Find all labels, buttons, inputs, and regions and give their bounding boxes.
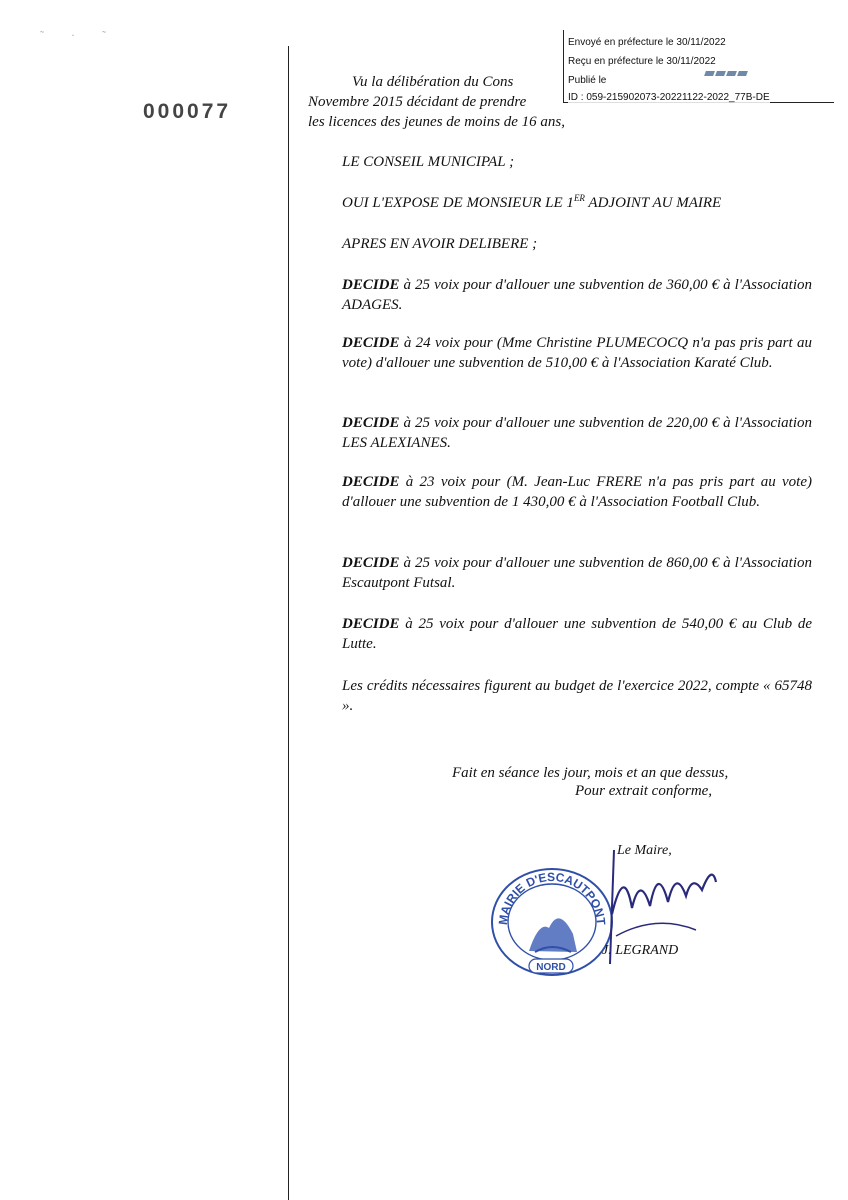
decision-text: à 25 voix pour d'allouer une subvention de 220,00 € à l'Association LES ALEXIANES. xyxy=(342,415,812,451)
preamble-line-2: Novembre 2015 décidant de prendre xyxy=(308,94,527,110)
oui-prefix: OUI L'EXPOSE DE MONSIEUR LE 1 xyxy=(342,195,574,211)
stamp-published: Publié le xyxy=(568,75,607,86)
signature-title: Le Maire, xyxy=(617,843,672,858)
decision-2 xyxy=(342,333,812,373)
preamble-line-3: les licences des jeunes de moins de 16 ans, xyxy=(308,114,566,130)
seal-top-path: MAIRIE D'ESCAUTPONT xyxy=(495,869,609,926)
decision-text: à 25 voix pour d'allouer une subvention de 360,00 € à l'Association ADAGES. xyxy=(342,277,812,313)
preamble-line-1: Vu la délibération du Cons xyxy=(352,74,514,90)
decision-keyword: DECIDE xyxy=(342,277,400,293)
oui-line xyxy=(342,193,812,213)
stamp-id: ID : 059-215902073-20221122-2022_77B-DE xyxy=(568,92,770,103)
margin-rule xyxy=(288,46,289,1200)
decision-3 xyxy=(342,413,812,453)
decision-keyword: DECIDE xyxy=(342,474,400,490)
decision-text: à 25 voix pour d'allouer une subvention de 860,00 € à l'Association Escautpont Futsal. xyxy=(342,555,812,591)
closing-line-2: Pour extrait conforme, xyxy=(575,783,713,799)
oui-suffix: ADJOINT AU MAIRE xyxy=(584,195,722,211)
decision-keyword: DECIDE xyxy=(342,415,400,431)
stamp-received: Reçu en préfecture le 30/11/2022 xyxy=(568,56,716,67)
decision-keyword: DECIDE xyxy=(342,555,400,571)
decision-text: à 23 voix pour (M. Jean-Luc FRERE n'a pas pris part au vote) d'allouer une subvention de 1 430,00 € à l'Association Football Club. xyxy=(342,474,812,510)
decision-text: à 25 voix pour d'allouer une subvention de 540,00 € au Club de Lutte. xyxy=(342,616,812,652)
decision-keyword: DECIDE xyxy=(342,335,400,351)
seal-top-text xyxy=(496,870,608,926)
apres-line: APRES EN AVOIR DELIBERE ; xyxy=(342,236,538,252)
council-heading: LE CONSEIL MUNICIPAL ; xyxy=(342,154,515,170)
scan-specks: ˜ · ˜ xyxy=(40,28,118,42)
decision-6 xyxy=(342,614,812,654)
decision-text: à 24 voix pour (Mme Christine PLUMECOCQ n'a pas pris part au vote) d'allouer une subvention de 510,00 € à l'Association Karaté Club. xyxy=(342,335,812,371)
closing-line-1: Fait en séance les jour, mois et an que dessus, xyxy=(452,765,729,781)
decision-keyword: DECIDE xyxy=(342,616,400,632)
decision-5 xyxy=(342,553,812,593)
preamble xyxy=(308,72,790,132)
decision-1 xyxy=(342,275,812,315)
signature-name: J. LEGRAND xyxy=(602,943,679,958)
credits-note: Les crédits nécessaires figurent au budget de l'exercice 2022, compte « 65748 ». xyxy=(342,678,812,714)
seal-bottom-text: NORD xyxy=(536,962,566,973)
page-number: 000077 xyxy=(143,100,232,123)
decision-4 xyxy=(342,472,812,512)
oui-sup: ER xyxy=(573,193,585,203)
stamp-sent: Envoyé en préfecture le 30/11/2022 xyxy=(568,37,726,48)
